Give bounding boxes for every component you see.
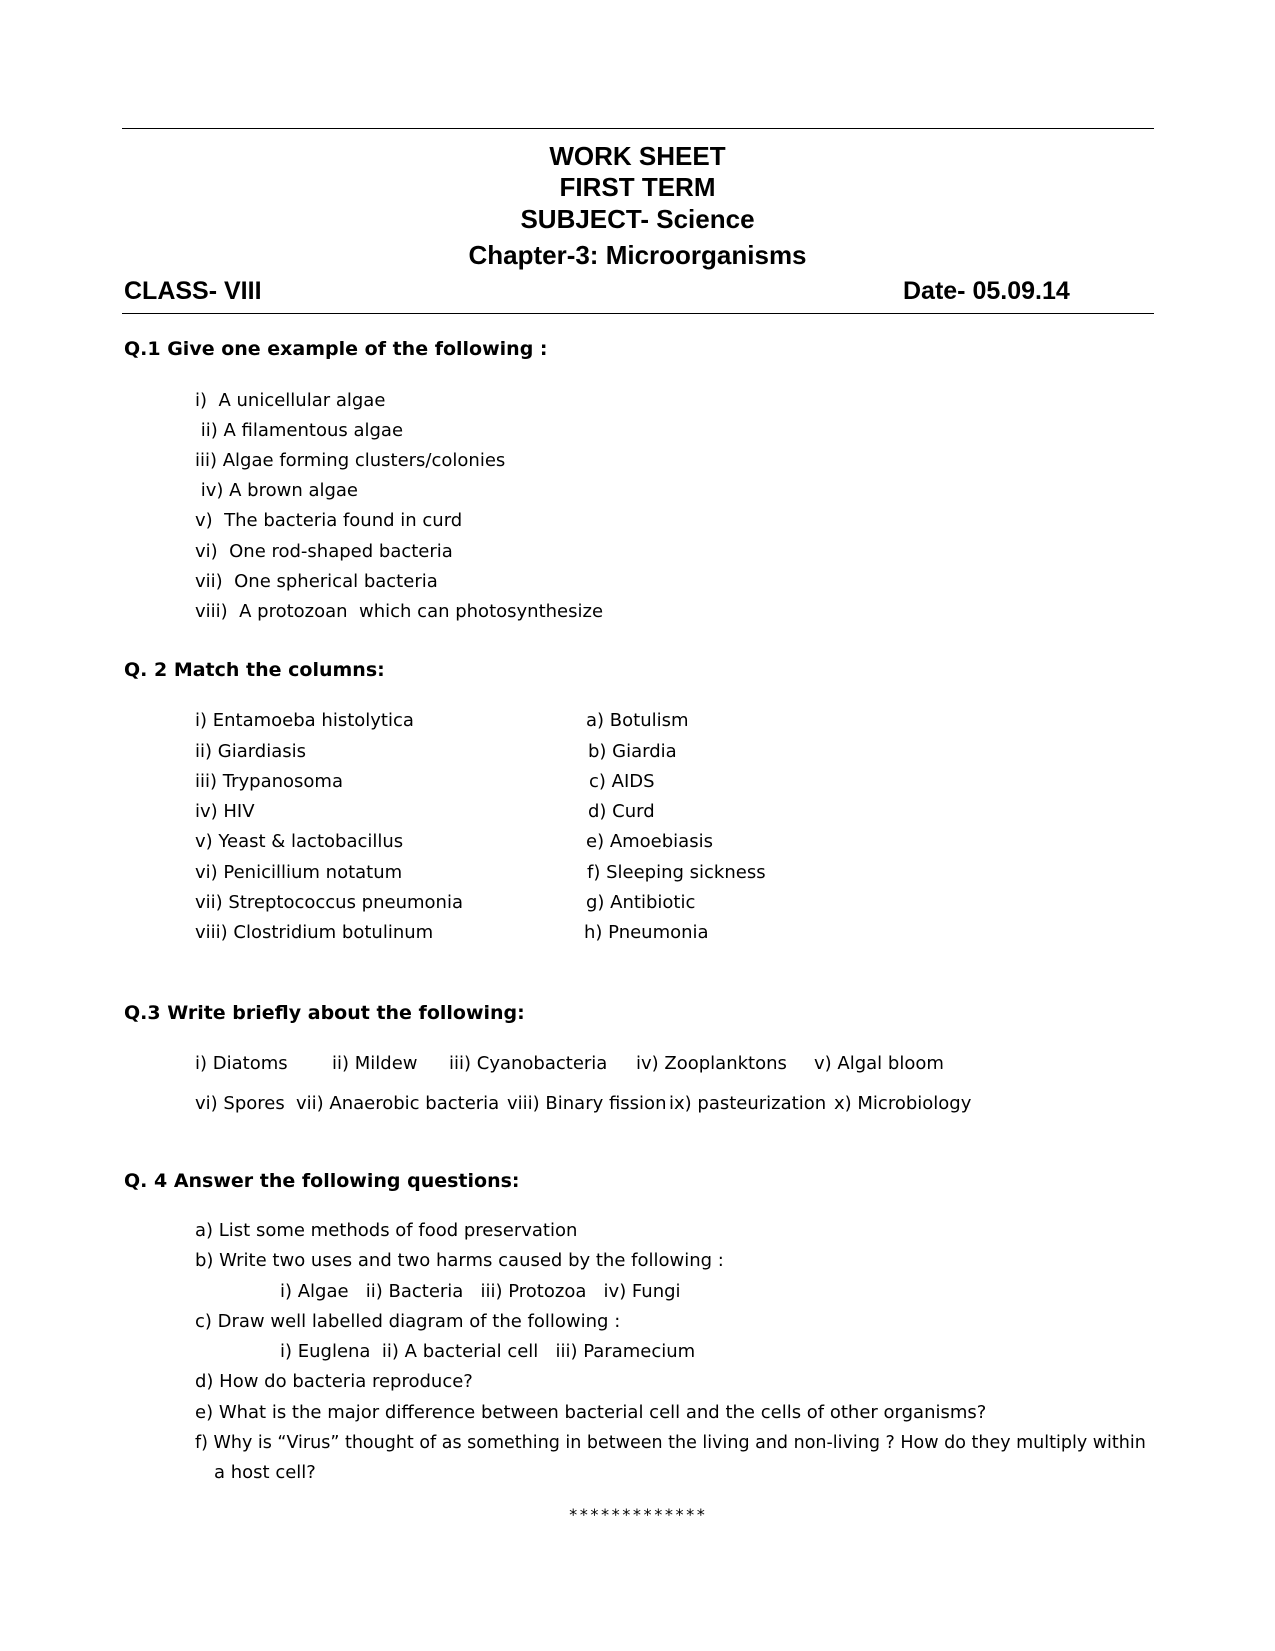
q4-question-f: f) Why is “Virus” thought of as something in between the living and non-living ? How do they multiply within	[195, 1433, 1146, 1453]
q4-question-c-sub: i) Euglena ii) A bacterial cell iii) Paramecium	[280, 1341, 696, 1362]
match-right-item: h) Pneumonia	[584, 922, 709, 943]
question-4-title: Q. 4 Answer the following questions:	[124, 1170, 520, 1192]
q4-question-a: a) List some methods of food preservation	[195, 1220, 578, 1241]
match-left-item: iv) HIV	[195, 801, 255, 822]
q3-term: ii) Mildew	[332, 1053, 418, 1074]
match-right-item: a) Botulism	[586, 710, 689, 731]
match-right-item: c) AIDS	[589, 771, 655, 792]
question-2-title: Q. 2 Match the columns:	[124, 659, 385, 681]
q1-item: iv) A brown algae	[195, 480, 359, 501]
q4-question-c: c) Draw well labelled diagram of the following :	[195, 1311, 621, 1332]
worksheet-title: WORK SHEET	[549, 141, 726, 171]
term-title: FIRST TERM	[559, 172, 716, 202]
match-left-item: v) Yeast & lactobacillus	[195, 831, 404, 852]
q3-term: vii) Anaerobic bacteria	[296, 1093, 500, 1114]
q1-item: ii) A filamentous algae	[195, 420, 404, 441]
date-label: Date- 05.09.14	[903, 277, 1070, 305]
q3-term: iii) Cyanobacteria	[449, 1053, 608, 1074]
q3-term: v) Algal bloom	[814, 1053, 944, 1074]
footer-stars: *************	[568, 1505, 707, 1524]
q4-question-b: b) Write two uses and two harms caused by the following :	[195, 1250, 724, 1271]
q3-term: ix) pasteurization	[669, 1093, 827, 1114]
match-left-item: viii) Clostridium botulinum	[195, 922, 434, 943]
question-1-title: Q.1 Give one example of the following :	[124, 338, 548, 360]
match-right-item: b) Giardia	[588, 741, 677, 762]
match-left-item: iii) Trypanosoma	[195, 771, 343, 792]
class-label: CLASS- VIII	[124, 277, 262, 305]
q1-item: i) A unicellular algae	[195, 390, 386, 411]
q3-term: vi) Spores	[195, 1093, 285, 1114]
q1-item: vi) One rod-shaped bacteria	[195, 541, 453, 562]
match-left-item: ii) Giardiasis	[195, 741, 307, 762]
q1-item: vii) One spherical bacteria	[195, 571, 438, 592]
match-right-item: f) Sleeping sickness	[587, 862, 766, 883]
q3-term: iv) Zooplanktons	[636, 1053, 787, 1074]
q4-question-f-continuation: a host cell?	[214, 1462, 316, 1483]
match-left-item: i) Entamoeba histolytica	[195, 710, 414, 731]
q1-item: v) The bacteria found in curd	[195, 510, 463, 531]
q4-question-d: d) How do bacteria reproduce?	[195, 1371, 473, 1392]
match-left-item: vii) Streptococcus pneumonia	[195, 892, 463, 913]
subject-title: SUBJECT- Science	[520, 204, 755, 234]
q4-question-e: e) What is the major difference between bacterial cell and the cells of other organisms?	[195, 1402, 987, 1423]
top-rule	[122, 128, 1154, 129]
q1-item: viii) A protozoan which can photosynthesize	[195, 601, 604, 622]
match-right-item: g) Antibiotic	[586, 892, 696, 913]
q3-term: x) Microbiology	[834, 1093, 972, 1114]
match-right-item: d) Curd	[588, 801, 655, 822]
chapter-title: Chapter-3: Microorganisms	[468, 240, 807, 270]
q3-term: i) Diatoms	[195, 1053, 288, 1074]
q3-term: viii) Binary fission	[507, 1093, 667, 1114]
q4-question-b-sub: i) Algae ii) Bacteria iii) Protozoa iv) Fungi	[280, 1281, 681, 1302]
q1-item: iii) Algae forming clusters/colonies	[195, 450, 506, 471]
match-left-item: vi) Penicillium notatum	[195, 862, 403, 883]
header-bottom-rule	[122, 313, 1154, 314]
match-right-item: e) Amoebiasis	[586, 831, 713, 852]
question-3-title: Q.3 Write briefly about the following:	[124, 1002, 525, 1024]
